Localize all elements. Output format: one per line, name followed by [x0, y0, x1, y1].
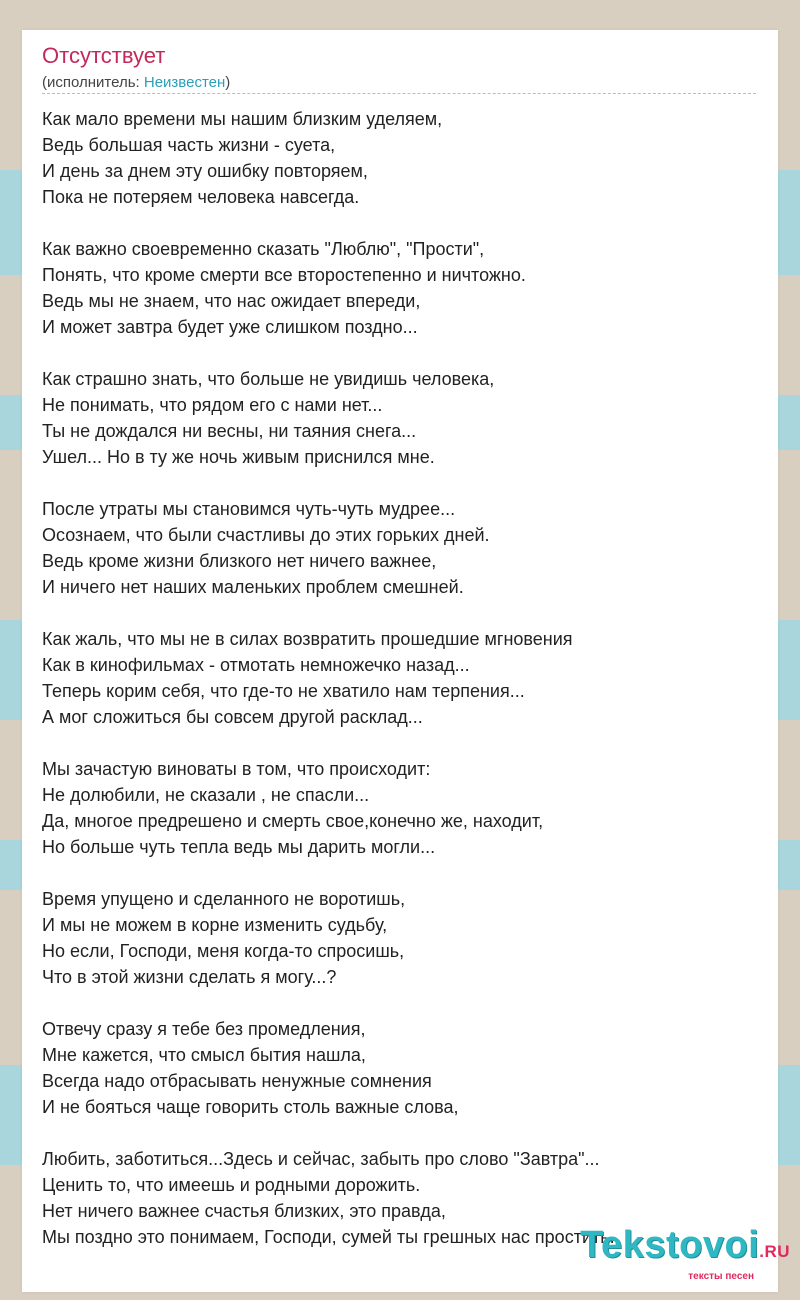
lyrics-line: Пока не потеряем человека навсегда. — [42, 187, 360, 207]
lyrics-line: Как в кинофильмах - отмотать немножечко назад... — [42, 655, 470, 675]
lyrics-line: Как мало времени мы нашим близким уделяем, — [42, 109, 443, 129]
lyrics-line: Как страшно знать, что больше не увидишь человека, — [42, 369, 495, 389]
lyrics-line: Не понимать, что рядом его с нами нет... — [42, 395, 383, 415]
lyrics-line: Теперь корим себя, что где-то не хватило нам терпения... — [42, 681, 525, 701]
lyrics-stanza — [42, 366, 762, 470]
lyrics-line: Всегда надо отбрасывать ненужные сомнения — [42, 1071, 432, 1091]
lyrics-line: Но если, Господи, меня когда-то спросишь, — [42, 941, 405, 961]
lyrics-line: Не долюбили, не сказали , не спасли... — [42, 785, 370, 805]
lyrics-line: Но больше чуть тепла ведь мы дарить могли... — [42, 837, 436, 857]
lyrics-line: Время упущено и сделанного не воротишь, — [42, 889, 406, 909]
lyrics-line: Как жаль, что мы не в силах возвратить прошедшие мгновения — [42, 629, 573, 649]
performer-line — [42, 74, 230, 92]
lyrics-line: Нет ничего важнее счастья близких, это правда, — [42, 1201, 446, 1221]
lyrics-line: Да, многое предрешено и смерть свое,конечно же, находит, — [42, 811, 544, 831]
lyrics-line: Ведь мы не знаем, что нас ожидает впереди, — [42, 291, 421, 311]
lyrics-stanza — [42, 236, 762, 340]
performer-prefix: (исполнитель: — [42, 74, 144, 91]
lyrics-line: Ведь большая часть жизни - суета, — [42, 135, 336, 155]
lyrics-line: Мы поздно это понимаем, Господи, сумей ты грешных нас простить. — [42, 1227, 615, 1247]
lyrics-line: И ничего нет наших маленьких проблем смешней. — [42, 577, 464, 597]
lyrics-line: И день за днем эту ошибку повторяем, — [42, 161, 368, 181]
performer-suffix: ) — [225, 74, 231, 91]
lyrics-stanza — [42, 886, 762, 990]
logo-main-text: Tekstovoi — [580, 1224, 760, 1266]
title-divider — [42, 93, 756, 94]
lyrics-stanza — [42, 756, 762, 860]
logo-tld: .RU — [759, 1242, 790, 1261]
logo-tagline: тексты песен — [688, 1271, 754, 1282]
lyrics-stanza — [42, 496, 762, 600]
lyrics-line: Понять, что кроме смерти все второстепенно и ничтожно. — [42, 265, 526, 285]
lyrics-line: Ценить то, что имеешь и родными дорожить. — [42, 1175, 421, 1195]
lyrics-line: А мог сложиться бы совсем другой расклад... — [42, 707, 423, 727]
lyrics-stanza — [42, 626, 762, 730]
song-title: Отсутствует — [42, 43, 166, 68]
lyrics-card — [22, 30, 778, 1292]
lyrics-line: Любить, заботиться...Здесь и сейчас, забыть про слово "Завтра"... — [42, 1149, 600, 1169]
lyrics-line: Мы зачастую виноваты в том, что происходит: — [42, 759, 431, 779]
lyrics-line: Как важно своевременно сказать "Люблю", "Прости", — [42, 239, 485, 259]
logo-wordmark — [580, 1226, 790, 1271]
lyrics-line: Ты не дождался ни весны, ни таяния снега... — [42, 421, 417, 441]
lyrics-stanza — [42, 106, 762, 210]
performer-link[interactable]: Неизвестен — [143, 74, 226, 91]
lyrics-stanza — [42, 1016, 762, 1120]
site-logo[interactable] — [580, 1226, 790, 1282]
lyrics-line: Что в этой жизни сделать я могу...? — [42, 967, 337, 987]
lyrics-line: И не бояться чаще говорить столь важные слова, — [42, 1097, 459, 1117]
lyrics-text — [42, 106, 762, 1276]
lyrics-line: Отвечу сразу я тебе без промедления, — [42, 1019, 366, 1039]
lyrics-line: Осознаем, что были счастливы до этих горьких дней. — [42, 525, 490, 545]
lyrics-line: Мне кажется, что смысл бытия нашла, — [42, 1045, 366, 1065]
lyrics-line: Ушел... Но в ту же ночь живым приснился мне. — [42, 447, 435, 467]
lyrics-line: И может завтра будет уже слишком поздно... — [42, 317, 418, 337]
lyrics-line: После утраты мы становимся чуть-чуть мудрее... — [42, 499, 456, 519]
lyrics-line: И мы не можем в корне изменить судьбу, — [42, 915, 388, 935]
lyrics-line: Ведь кроме жизни близкого нет ничего важнее, — [42, 551, 437, 571]
